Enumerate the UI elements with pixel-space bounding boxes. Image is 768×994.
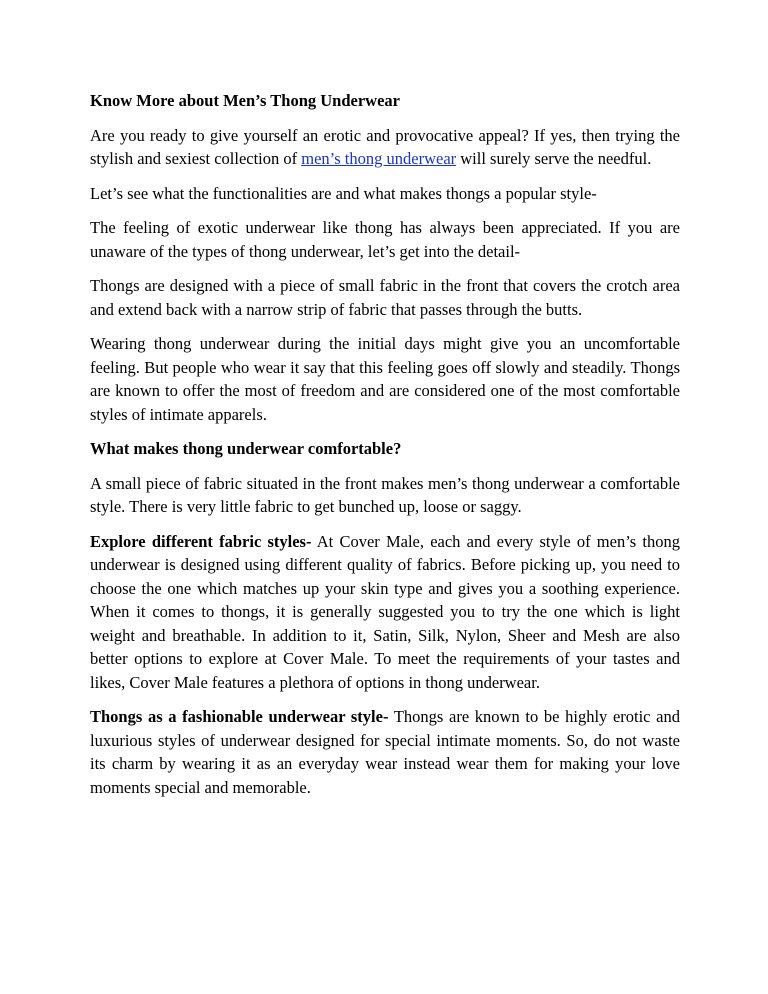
paragraph-fabric-styles [90,530,680,695]
intro-paragraph [90,124,680,171]
paragraph-fashionable-style [90,705,680,799]
paragraph-exotic-feeling: The feeling of exotic underwear like thong has always been appreciated. If you are unaware of the types of thong underwear, let’s get into the detail- [90,218,680,261]
intro-text-after-link: will surely serve the needful. [456,149,652,168]
fabric-styles-lead: Explore different fabric styles- [90,531,312,551]
fashionable-style-body: Thongs are known to be highly erotic and luxurious styles of underwear designed for special intimate moments. So, do not waste its charm by wearing it as an everyday wear instead wear them for making your love moments special and memorable. [90,707,680,797]
paragraph-thong-design: Thongs are designed with a piece of small fabric in the front that covers the crotch area and extend back with a narrow strip of fabric that passes through the butts. [90,276,680,319]
document-title: Know More about Men’s Thong Underwear [90,91,400,110]
paragraph-functionalities: Let’s see what the functionalities are and what makes thongs a popular style- [90,183,597,203]
paragraph-small-fabric: A small piece of fabric situated in the front makes men’s thong underwear a comfortable style. There is very little fabric to get bunched up, loose or saggy. [90,473,680,516]
paragraph-initial-days: Wearing thong underwear during the initial days might give you an uncomfortable feeling. But people who wear it say that this feeling goes off slowly and steadily. Thongs are known to offer the most of freedom and are considered one of the most comfortable styles of intimate apparels. [90,334,680,424]
document-page [90,89,680,810]
fabric-styles-body: At Cover Male, each and every style of men’s thong underwear is designed using different quality of fabrics. Before picking up, you need to choose the one which matches up your skin type and gives you a soothing experience. When it comes to thongs, it is generally suggested you to try the one which is light weight and breathable. In addition to it, Satin, Silk, Nylon, Sheer and Mesh are also better options to explore at Cover Male. To meet the requirements of your tastes and likes, Cover Male features a plethora of options in thong underwear. [90,531,680,692]
subheading-comfort: What makes thong underwear comfortable? [90,439,402,458]
intro-text-before-link: Are you ready to give yourself an erotic and provocative appeal? If yes, then trying the stylish and sexiest collection of [90,125,680,168]
mens-thong-underwear-link[interactable]: men’s thong underwear [301,149,457,168]
fashionable-style-lead: Thongs as a fashionable underwear style- [90,707,389,726]
